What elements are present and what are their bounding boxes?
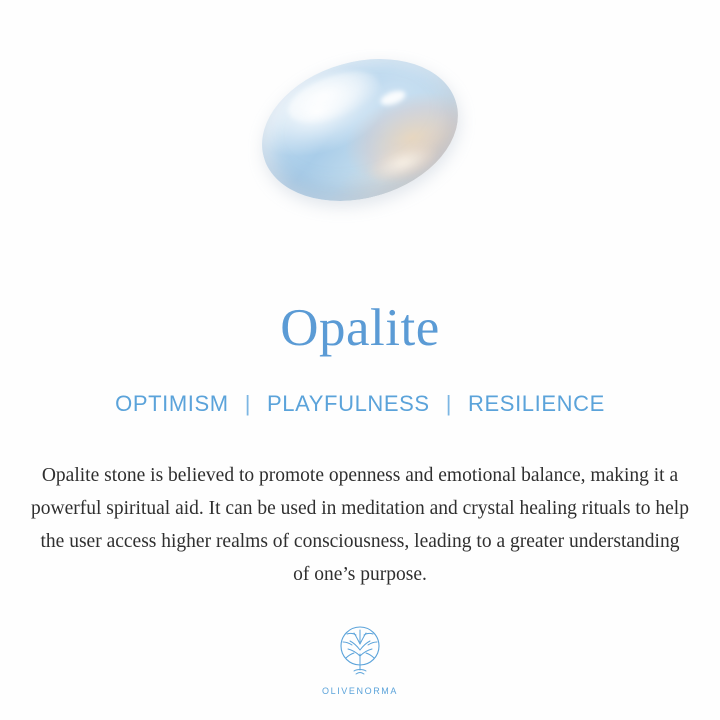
keyword-resilience: RESILIENCE (468, 391, 605, 416)
tree-of-life-icon (330, 624, 390, 682)
keyword-separator-1: | (244, 391, 252, 416)
brand-logo (0, 624, 720, 696)
stone-description: Opalite stone is believed to promote openness and emotional balance, making it a powerful spiritual aid. It can be used in meditation and crystal healing rituals to help the user access higher realms of consciousness, leading to a greater understanding of one’s purpose. (31, 465, 689, 585)
keyword-separator-2: | (445, 391, 453, 416)
brand-name: OLIVENORMA (321, 686, 398, 696)
keyword-list (113, 391, 607, 417)
keyword-optimism: OPTIMISM (115, 391, 229, 416)
stone-image-area (0, 0, 720, 260)
page-title: Opalite (280, 299, 440, 357)
keyword-playfulness: PLAYFULNESS (267, 391, 430, 416)
opalite-stone-image (260, 62, 460, 198)
stone-body (245, 37, 475, 223)
